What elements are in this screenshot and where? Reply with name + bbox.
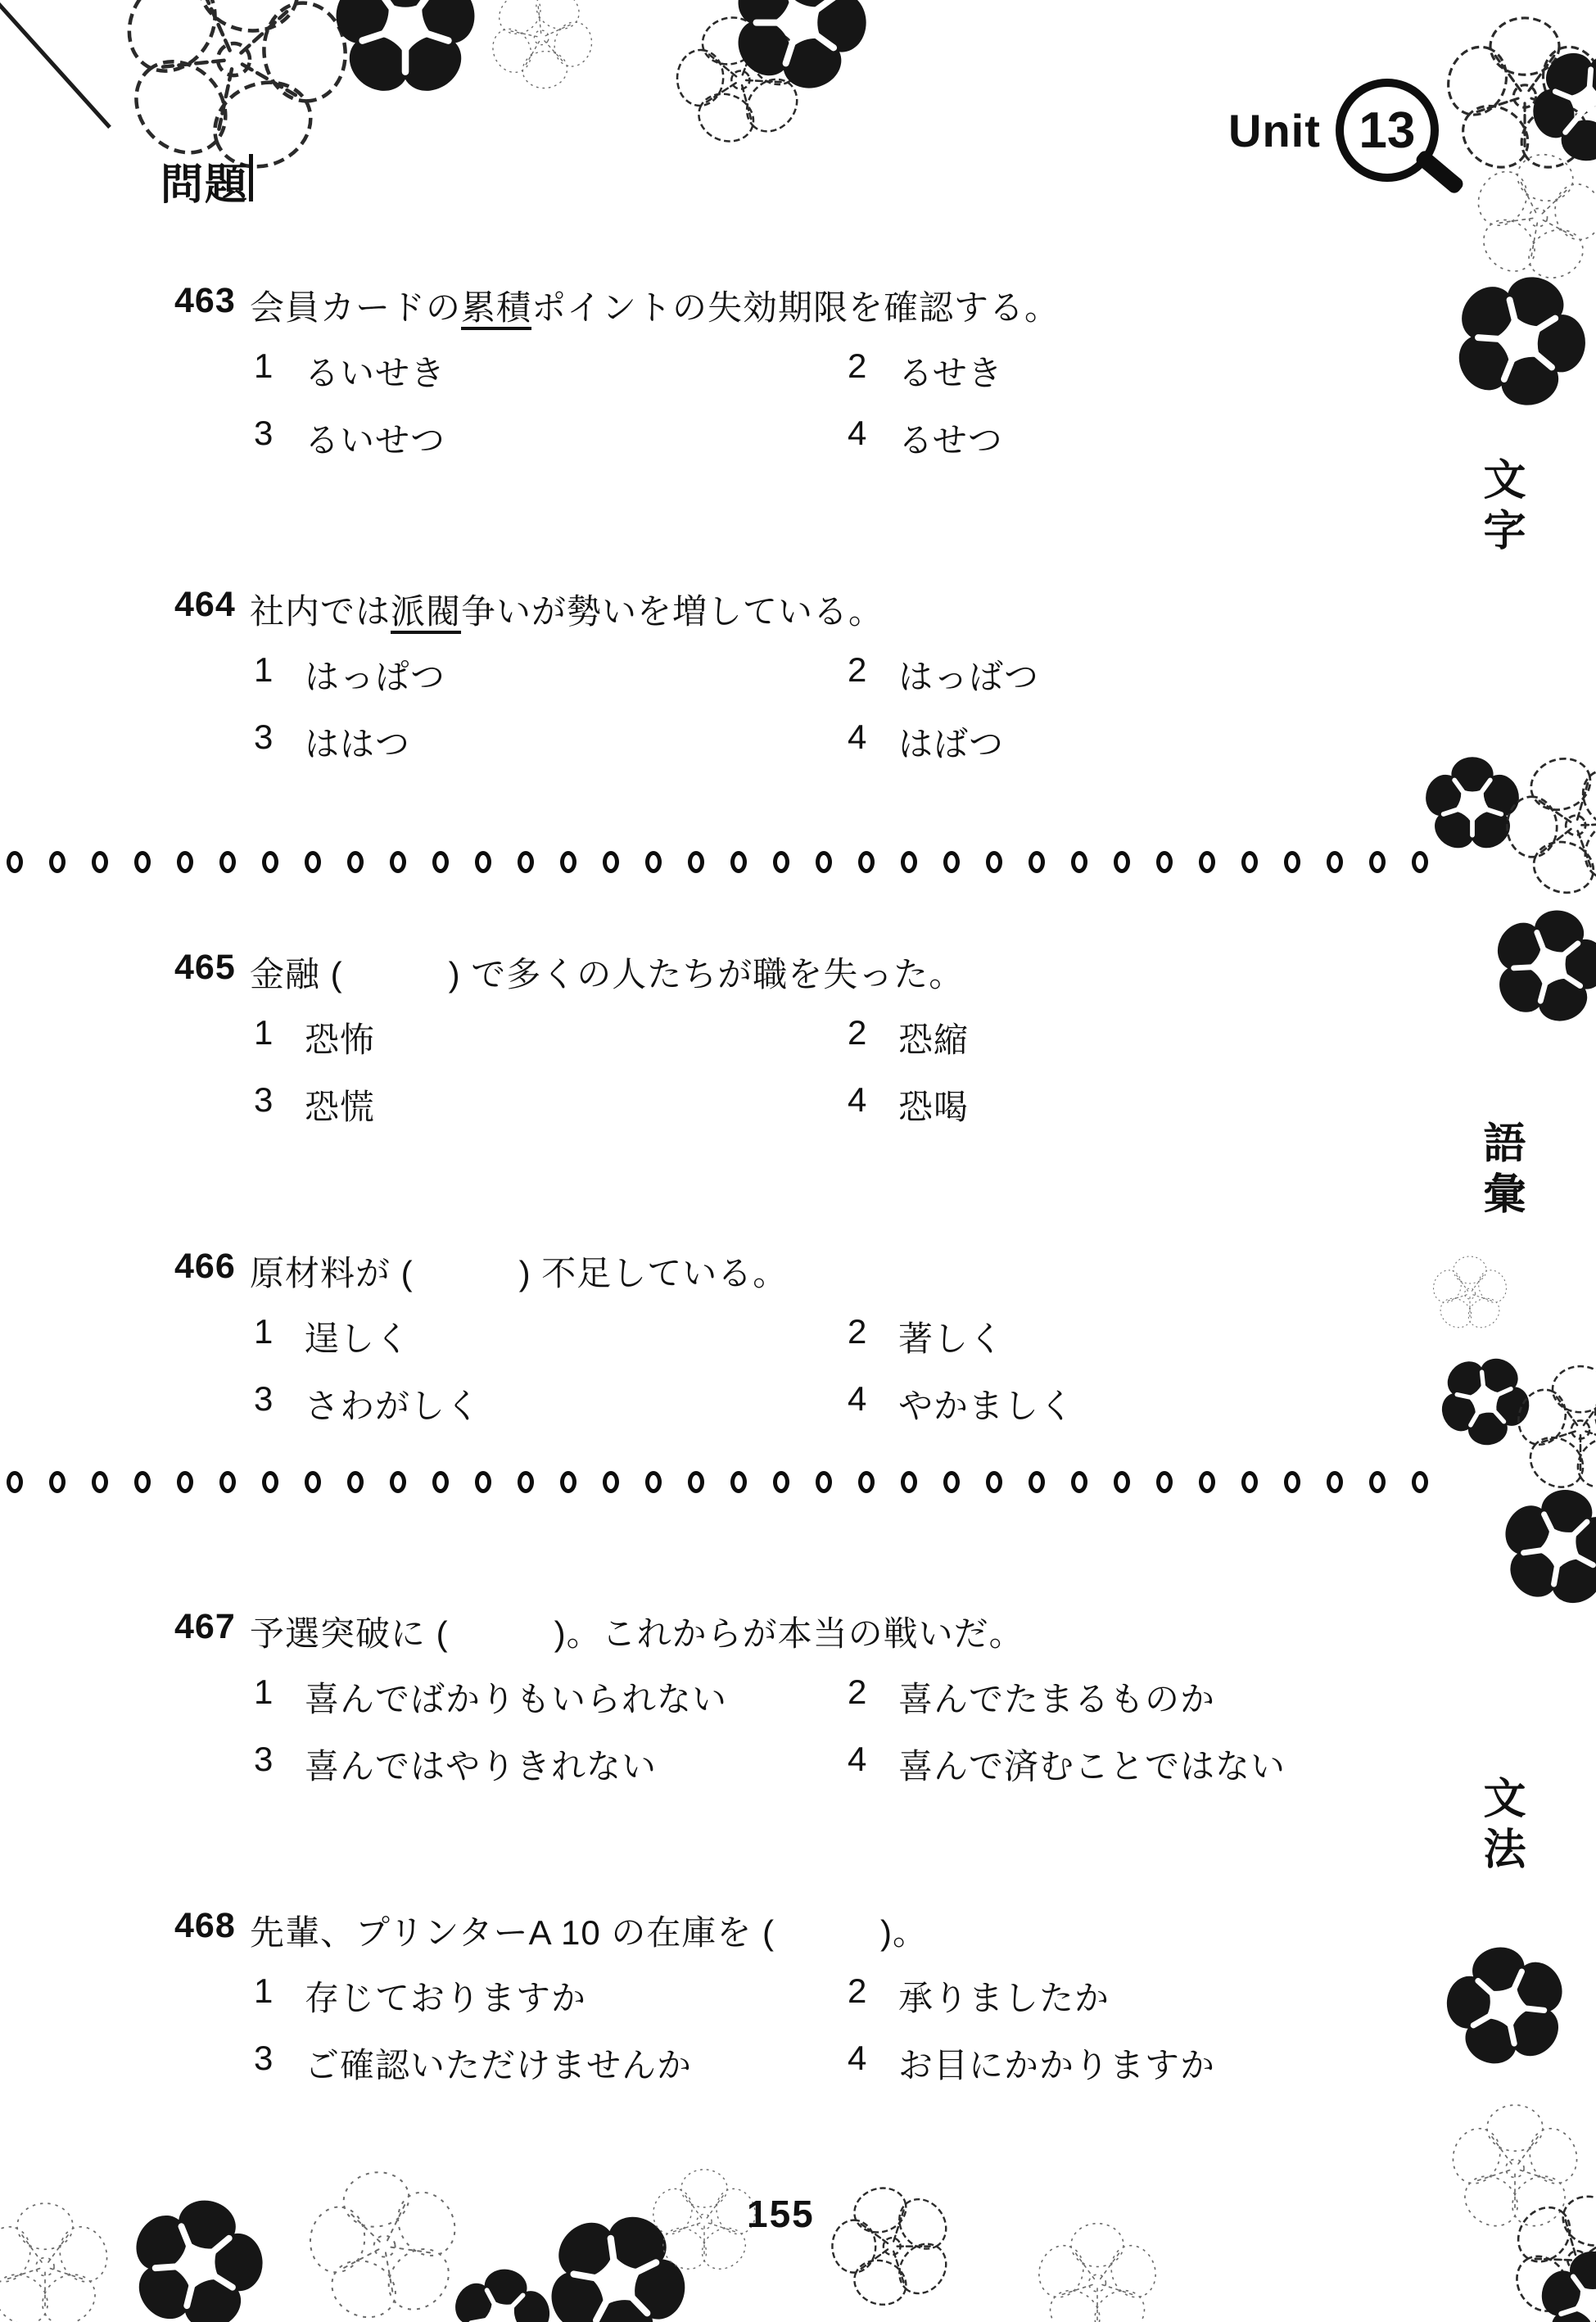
question-465: [0, 948, 1441, 1136]
unit-number: 13: [1336, 79, 1439, 182]
separator-dot: [603, 1471, 619, 1493]
question-463: [0, 281, 1441, 469]
option-text: 著しく: [898, 1319, 1005, 1358]
option-number: 2: [848, 1312, 867, 1351]
question-sentence: 会員カードの累積ポイントの失効期限を確認する。: [250, 288, 1060, 327]
option-464-2: [848, 650, 1039, 699]
separator-dot: [986, 851, 1002, 873]
separator-dot: [688, 1471, 704, 1493]
separator-dot: [645, 1471, 662, 1493]
option-468-3: [254, 2039, 692, 2088]
question-sentence: 社内では派閥争いが勢いを増している。: [250, 592, 884, 631]
option-464-1: [254, 650, 445, 699]
option-number: 3: [254, 1740, 274, 1778]
separator-dot: [475, 851, 491, 873]
option-text: ご確認いただけませんか: [305, 2046, 693, 2084]
option-468-4: [848, 2039, 1215, 2088]
separator-dot: [943, 851, 960, 873]
separator-dot: [688, 851, 704, 873]
separator-dot: [262, 1471, 278, 1493]
option-text: 喜んでたまるものか: [898, 1680, 1216, 1718]
option-number: 4: [848, 2039, 867, 2077]
separator-dot: [1156, 851, 1173, 873]
question-466: [0, 1247, 1441, 1435]
separator-dot: [49, 851, 66, 873]
question-464: [0, 585, 1441, 773]
option-number: 3: [254, 1379, 274, 1418]
option-number: 4: [848, 414, 867, 452]
side-tab-moji: 文字: [1476, 457, 1524, 559]
option-number: 1: [254, 346, 274, 385]
option-467-4: [848, 1740, 1286, 1789]
separator-dot: [1241, 1471, 1258, 1493]
separator-dot: [858, 1471, 875, 1493]
separator-dot: [518, 851, 534, 873]
option-text: 喜んではやりきれない: [305, 1747, 658, 1786]
side-tab-goi: 語彙: [1476, 1120, 1524, 1222]
side-tab-bunpou: 文法: [1476, 1776, 1524, 1877]
option-number: 4: [848, 1080, 867, 1119]
option-number: 1: [254, 1013, 274, 1052]
separator-dot: [49, 1471, 66, 1493]
option-text: 承りましたか: [898, 1979, 1110, 2017]
option-text: さわがしく: [305, 1387, 482, 1425]
separator-dot: [1029, 851, 1045, 873]
option-466-3: [254, 1379, 481, 1428]
option-text: 存じておりますか: [305, 1979, 587, 2017]
option-number: 4: [848, 717, 867, 756]
separator-dot: [560, 851, 576, 873]
option-463-2: [848, 346, 1003, 396]
option-465-3: [254, 1080, 375, 1129]
option-text: 喜んでばかりもいられない: [305, 1680, 728, 1718]
option-463-4: [848, 414, 1003, 463]
option-text: ははつ: [305, 725, 411, 763]
separator-dot: [1241, 851, 1258, 873]
option-number: 1: [254, 1971, 274, 2010]
scan-artifact-bar: [249, 154, 253, 201]
option-467-1: [254, 1672, 727, 1722]
separator-dot: [645, 851, 662, 873]
underlined-word: 派閥: [391, 592, 462, 631]
option-number: 1: [254, 1312, 274, 1351]
separator-dot: [134, 1471, 151, 1493]
separator-dot: [816, 1471, 832, 1493]
separator-dot: [177, 1471, 193, 1493]
separator-dot: [390, 851, 406, 873]
separator-dot: [305, 851, 321, 873]
separator-dot: [1199, 1471, 1215, 1493]
separator-dot: [1114, 1471, 1130, 1493]
option-number: 2: [848, 650, 867, 689]
separator-dot: [432, 851, 449, 873]
dotted-separator: [7, 1471, 1428, 1493]
option-text: 恐怖: [305, 1021, 376, 1059]
question-sentence: 先輩、プリンターA 10 の在庫を ( )。: [250, 1913, 929, 1952]
separator-dot: [134, 851, 151, 873]
separator-dot: [1071, 851, 1087, 873]
option-text: はっぱつ: [305, 658, 446, 696]
separator-dot: [219, 851, 236, 873]
option-number: 1: [254, 1672, 274, 1711]
separator-dot: [1284, 851, 1300, 873]
separator-dot: [1369, 851, 1386, 873]
question-number: 466: [174, 1247, 236, 1286]
question-number: 463: [174, 281, 236, 320]
separator-dot: [1369, 1471, 1386, 1493]
option-text: 喜んで済むことではない: [898, 1747, 1286, 1786]
option-466-4: [848, 1379, 1074, 1428]
separator-dot: [730, 851, 747, 873]
question-number: 467: [174, 1607, 236, 1646]
option-465-1: [254, 1013, 375, 1062]
option-465-4: [848, 1080, 969, 1129]
option-text: お目にかかりますか: [898, 2046, 1216, 2084]
option-number: 2: [848, 1013, 867, 1052]
separator-dot: [816, 851, 832, 873]
magnifier-handle: [1413, 148, 1465, 196]
option-text: 恐喝: [898, 1088, 970, 1126]
question-number: 468: [174, 1906, 236, 1945]
separator-dot: [347, 851, 364, 873]
question-sentence: 金融 ( ) で多くの人たちが職を失った。: [250, 955, 965, 994]
option-467-2: [848, 1672, 1215, 1722]
option-text: 逞しく: [305, 1319, 411, 1358]
question-number: 464: [174, 585, 236, 624]
separator-dot: [7, 1471, 23, 1493]
separator-dot: [518, 1471, 534, 1493]
option-number: 1: [254, 650, 274, 689]
separator-dot: [1412, 1471, 1428, 1493]
option-number: 3: [254, 717, 274, 756]
question-sentence: 予選突破に ( )。これからが本当の戦いだ。: [250, 1614, 1024, 1653]
option-text: はばつ: [898, 725, 1005, 763]
separator-dot: [943, 1471, 960, 1493]
separator-dot: [1327, 851, 1343, 873]
option-number: 3: [254, 1080, 274, 1119]
separator-dot: [390, 1471, 406, 1493]
option-text: やかましく: [898, 1387, 1075, 1425]
separator-dot: [1412, 851, 1428, 873]
option-463-1: [254, 346, 445, 396]
separator-dot: [262, 851, 278, 873]
option-text: るせつ: [898, 421, 1003, 459]
separator-dot: [1199, 851, 1215, 873]
option-number: 3: [254, 414, 274, 452]
option-text: るいせき: [305, 354, 446, 392]
question-467: [0, 1607, 1441, 1795]
unit-label: Unit: [1228, 104, 1321, 156]
separator-dot: [986, 1471, 1002, 1493]
option-number: 3: [254, 2039, 274, 2077]
option-text: 恐慌: [305, 1088, 376, 1126]
separator-dot: [7, 851, 23, 873]
separator-dot: [730, 1471, 747, 1493]
option-text: はっばつ: [898, 658, 1040, 696]
option-468-2: [848, 1971, 1110, 2021]
separator-dot: [475, 1471, 491, 1493]
separator-dot: [1284, 1471, 1300, 1493]
option-number: 2: [848, 346, 867, 385]
page-title: 問題: [161, 161, 250, 209]
separator-dot: [901, 851, 917, 873]
separator-dot: [177, 851, 193, 873]
separator-dot: [560, 1471, 576, 1493]
option-464-3: [254, 717, 410, 767]
option-text: るいせつ: [305, 421, 446, 459]
option-text: るせき: [898, 354, 1003, 392]
separator-dot: [432, 1471, 449, 1493]
option-number: 2: [848, 1971, 867, 2010]
question-sentence: 原材料が ( ) 不足している。: [250, 1254, 789, 1292]
separator-dot: [773, 851, 789, 873]
option-467-3: [254, 1740, 657, 1789]
separator-dot: [1029, 1471, 1045, 1493]
separator-dot: [773, 1471, 789, 1493]
option-465-2: [848, 1013, 969, 1062]
dotted-separator: [7, 851, 1428, 873]
separator-dot: [603, 851, 619, 873]
unit-badge: [1228, 79, 1439, 182]
option-464-4: [848, 717, 1004, 767]
magnifier-icon: [1336, 79, 1439, 182]
separator-dot: [305, 1471, 321, 1493]
underlined-word: 累積: [461, 288, 532, 327]
separator-dot: [92, 851, 108, 873]
separator-dot: [901, 1471, 917, 1493]
option-468-1: [254, 1971, 586, 2021]
separator-dot: [1156, 1471, 1173, 1493]
option-number: 4: [848, 1740, 867, 1778]
separator-dot: [1114, 851, 1130, 873]
option-number: 2: [848, 1672, 867, 1711]
option-text: 恐縮: [898, 1021, 970, 1059]
separator-dot: [92, 1471, 108, 1493]
page-number: 155: [747, 2193, 815, 2235]
option-number: 4: [848, 1379, 867, 1418]
separator-dot: [1071, 1471, 1087, 1493]
question-number: 465: [174, 948, 236, 987]
option-463-3: [254, 414, 445, 463]
option-466-1: [254, 1312, 410, 1361]
separator-dot: [347, 1471, 364, 1493]
option-466-2: [848, 1312, 1004, 1361]
separator-dot: [1327, 1471, 1343, 1493]
question-468: [0, 1906, 1441, 2094]
separator-dot: [219, 1471, 236, 1493]
separator-dot: [858, 851, 875, 873]
